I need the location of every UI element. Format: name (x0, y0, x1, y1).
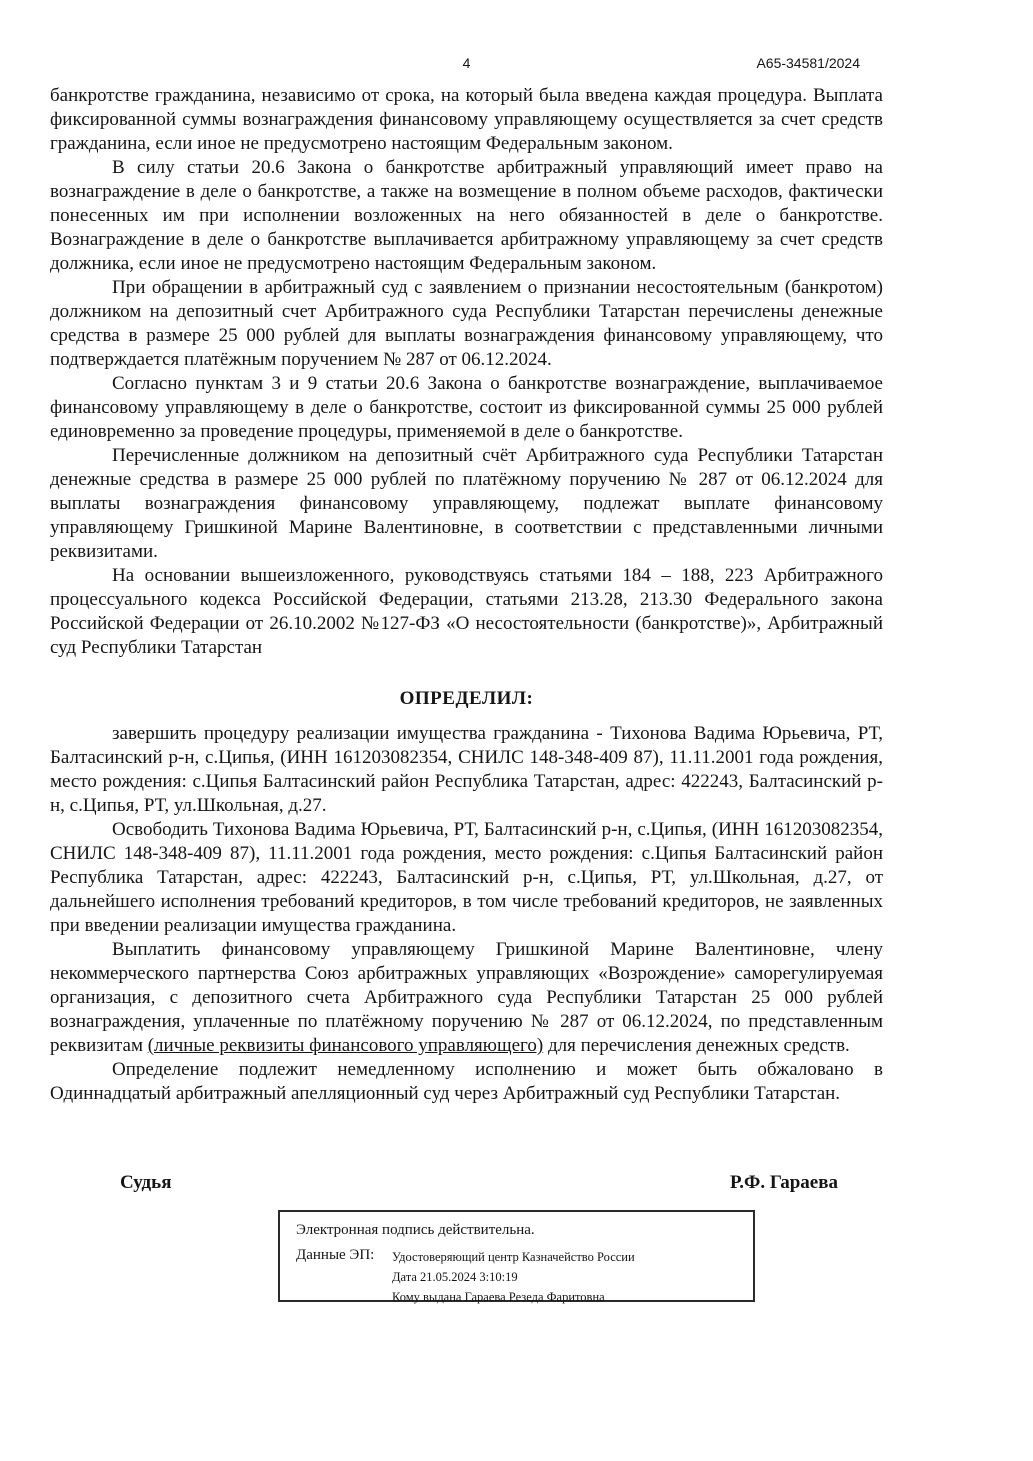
paragraph-bankruptcy-procedure: банкротстве гражданина, независимо от срока, на который была введена каждая процедура. Выплата фиксированной суммы вознаграждения финансовому управляющему осуществляется за счет средств гражданина, если иное не предусмотрено настоящим Федеральным законом. (50, 85, 883, 154)
payout-text-pre: Выплатить финансовому управляющему Гришкиной Марине Валентиновне, члену некоммерческого партнерства Союз арбитражных управляющих «Возрождение» саморегулируемая организация, с депозитного счета Арбитражного суда Республики Татарстан 25 000 рублей вознаграждения, уплаченные по платёжному поручению № 287 от 06.12.2024, по представленным реквизитам (50, 939, 883, 1056)
paragraph-appeal-info: Определение подлежит немедленному исполнению и может быть обжаловано в Одиннадцатый арбитражный апелляционный суд через Арбитражный суд Республики Татарстан. (50, 1059, 883, 1104)
paragraph-points-3-9: Согласно пунктам 3 и 9 статьи 20.6 Закона о банкротстве вознаграждение, выплачиваемое финансовому управляющему в деле о банкротстве, состоит из фиксированной суммы 25 000 рублей единовременно за проведение процедуры, применяемой в деле о банкротстве. (50, 373, 883, 442)
paragraph-legal-basis: На основании вышеизложенного, руководствуясь статьями 184 – 188, 223 Арбитражного процессуального кодекса Российской Федерации, статьями 213.28, 213.30 Федерального закона Российской Федерации от 26.10.2002 №127-ФЗ «О несостоятельности (банкротстве)», Арбитражный суд Республики Татарстан (50, 565, 883, 658)
stamp-detail-date: Дата 21.05.2024 3:10:19 (392, 1270, 518, 1284)
page-header (50, 0, 883, 72)
stamp-detail-certification-center: Удостоверяющий центр Казначейство России (392, 1250, 635, 1264)
paragraph-transfer-to-manager: Перечисленные должником на депозитный счёт Арбитражного суда Республики Татарстан денежные средства в размере 25 000 рублей по платёжному поручению № 287 от 06.12.2024 для выплаты вознаграждения финансовому управляющему, подлежат выплате финансовому управляющему Гришкиной Марине Валентиновне, в соответствии с представленными личными реквизитами. (50, 445, 883, 562)
stamp-detail-issued-to: Кому выдана Гараева Резеда Фаритовна (392, 1290, 605, 1304)
payout-text-post: для перечисления денежных средств. (543, 1035, 850, 1056)
paragraph-deposit-25000: При обращении в арбитражный суд с заявлением о признании несостоятельным (банкротом) должником на депозитный счет Арбитражного суда Республики Татарстан перечислены денежные средства в размере 25 000 рублей для выплаты вознаграждения финансовому управляющему, что подтверждается платёжным поручением № 287 от 06.12.2024. (50, 277, 883, 370)
document-body (50, 84, 883, 1106)
paragraph-release-debtor: Освободить Тихонова Вадима Юрьевича, РТ, Балтасинский р-н, с.Ципья, (ИНН 161203082354, СНИЛС 148-348-409 87), 11.11.2001 года рождения, место рождения: с.Ципья Балтасинский район Республика Татарстан, адрес: 422243, Балтасинский р-н, с.Ципья, РТ, ул.Школьная, д.27, от дальнейшего исполнения требований кредиторов, в том числе требований кредиторов, не заявленных при введении реализации имущества гражданина. (50, 819, 883, 936)
stamp-details (392, 1245, 635, 1307)
case-number: А65-34581/2024 (756, 55, 860, 71)
paragraph-complete-realization: завершить процедуру реализации имущества гражданина - Тихонова Вадима Юрьевича, РТ, Балтасинский р-н, с.Ципья, (ИНН 161203082354, СНИЛС 148-348-409 87), 11.11.2001 года рождения, место рождения: с.Ципья Балтасинский район Республика Татарстан, адрес: 422243, Балтасинский р-н, с.Ципья, РТ, ул.Школьная, д.27. (50, 723, 883, 816)
stamp-title: Электронная подпись действительна. (296, 1222, 535, 1238)
page-number: 4 (462, 55, 471, 71)
stamp-data-row (296, 1245, 739, 1307)
paragraph-article-20-6: В силу статьи 20.6 Закона о банкротстве арбитражный управляющий имеет право на вознаграждение в деле о банкротстве, а также на возмещение в полном объеме расходов, фактически понесенных им при исполнении возложенных на него обязанностей в деле о банкротстве. Вознаграждение в деле о банкротстве выплачивается арбитражному управляющему за счет средств должника, если иное не предусмотрено настоящим Федеральным законом. (50, 157, 883, 274)
electronic-signature-stamp (278, 1210, 755, 1302)
ruling-heading: ОПРЕДЕЛИЛ: (399, 688, 534, 709)
payout-text-underlined: (личные реквизиты финансового управляющего) (147, 1035, 544, 1056)
judge-role-label: Судья (120, 1172, 172, 1193)
judge-name: Р.Ф. Гараева (730, 1172, 838, 1193)
signature-row (50, 1171, 883, 1195)
stamp-label: Данные ЭП: (296, 1247, 375, 1263)
paragraph-payout (50, 938, 883, 1058)
